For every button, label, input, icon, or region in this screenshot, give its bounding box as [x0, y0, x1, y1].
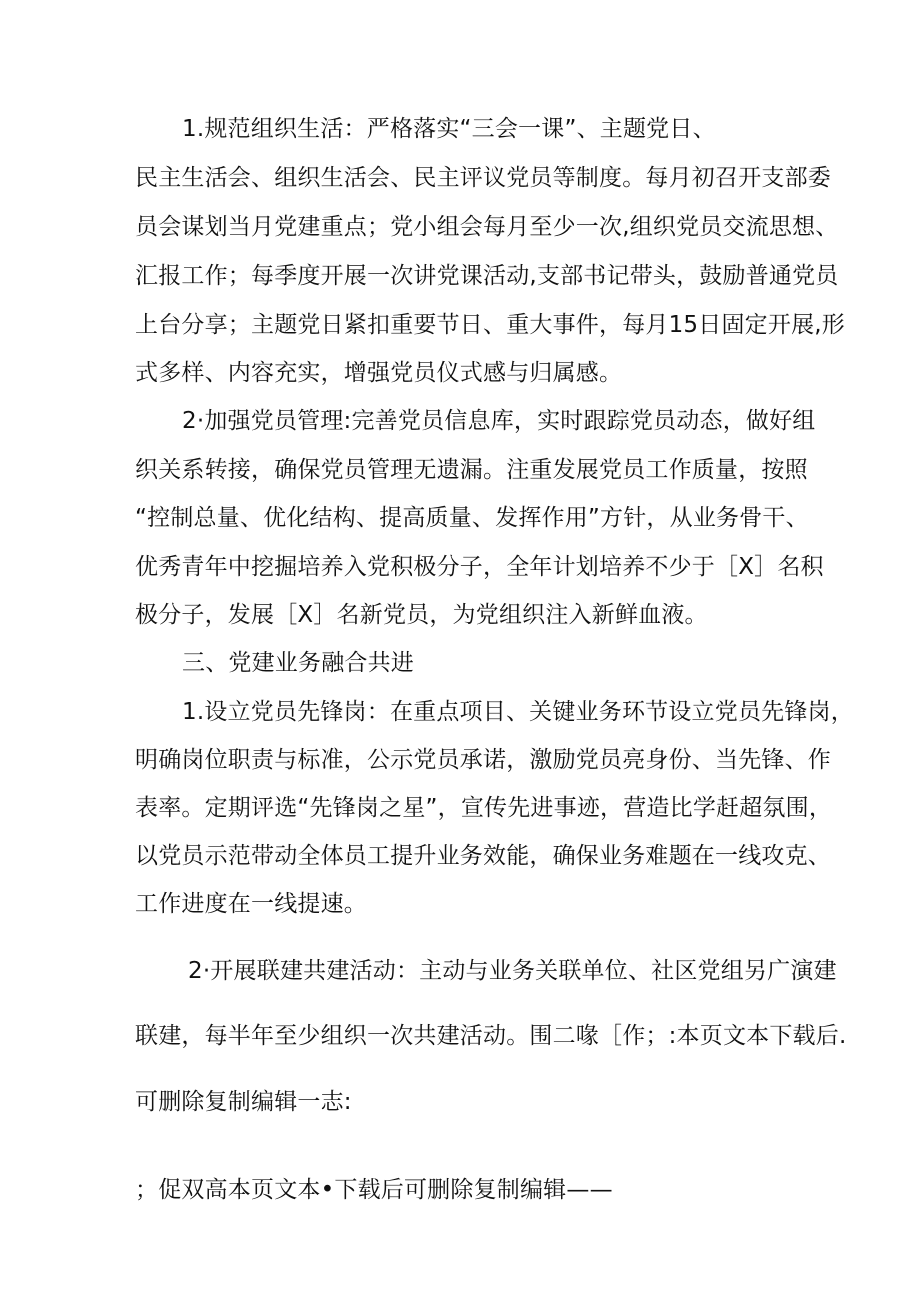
paragraph-1-line-2: 民主生活会、组织生活会、民主评议党员等制度。每月初召开支部委	[135, 165, 831, 191]
paragraph-5-line-1: ；促双高本页文本•下载后可删除复制编辑——	[135, 1177, 613, 1203]
paragraph-3-line-5: 工作进度在一线提速。	[135, 891, 367, 917]
paragraph-2-line-5: 极分子，发展［X］名新党员，为党组织注入新鲜血液。	[135, 602, 708, 628]
paragraph-4-line-1: 2·开展联建共建活动：主动与业务关联单位、社区党组另广演建	[188, 958, 837, 984]
paragraph-3-line-4: 以党员示范带动全体员工提升业务效能，确保业务难题在一线攻克、	[135, 843, 831, 869]
paragraph-1-line-6: 式多样、内容充实，增强党员仪式感与归属感。	[135, 360, 623, 386]
paragraph-1-line-4: 汇报工作；每季度开展一次讲党课活动,支部书记带头，鼓励普通党员	[135, 263, 839, 289]
paragraph-2-line-4: 优秀青年中挖掘培养入党积极分子，全年计划培养不少于［X］名积	[135, 554, 824, 580]
paragraph-2-line-2: 织关系转接，确保党员管理无遗漏。注重发展党员工作质量，按照	[135, 457, 808, 483]
paragraph-2-line-1: 2·加强党员管理:完善党员信息库，实时跟踪党员动态，做好组	[182, 408, 816, 434]
paragraph-2-line-3: “控制总量、优化结构、提高质量、发挥作用”方针，从业务骨干、	[135, 505, 809, 531]
paragraph-1-line-5: 上台分享；主题党日紧扣重要节日、重大事件，每月15日固定开展,形	[135, 312, 845, 338]
paragraph-4-line-3: 可删除复制编辑一志:	[135, 1089, 352, 1115]
paragraph-3-line-2: 明确岗位职责与标准，公示党员承诺，激励党员亮身份、当先锋、作	[135, 747, 831, 773]
paragraph-1-line-1: 1.规范组织生活：严格落实“三会一课”、主题党日、	[182, 116, 716, 142]
paragraph-3-line-3: 表率。定期评选“先锋岗之星”，宣传先进事迹，营造比学赶超氛围，	[135, 795, 833, 821]
section-heading: 三、党建业务融合共进	[182, 650, 414, 676]
paragraph-1-line-3: 员会谋划当月党建重点；党小组会每月至少一次,组织党员交流思想、	[135, 214, 839, 240]
paragraph-3-line-1: 1.设立党员先锋岗：在重点项目、关键业务环节设立党员先锋岗，	[182, 699, 854, 725]
paragraph-4-line-2: 联建，每半年至少组织一次共建活动。围二喙［作；:本页文本下载后.	[135, 1023, 847, 1049]
